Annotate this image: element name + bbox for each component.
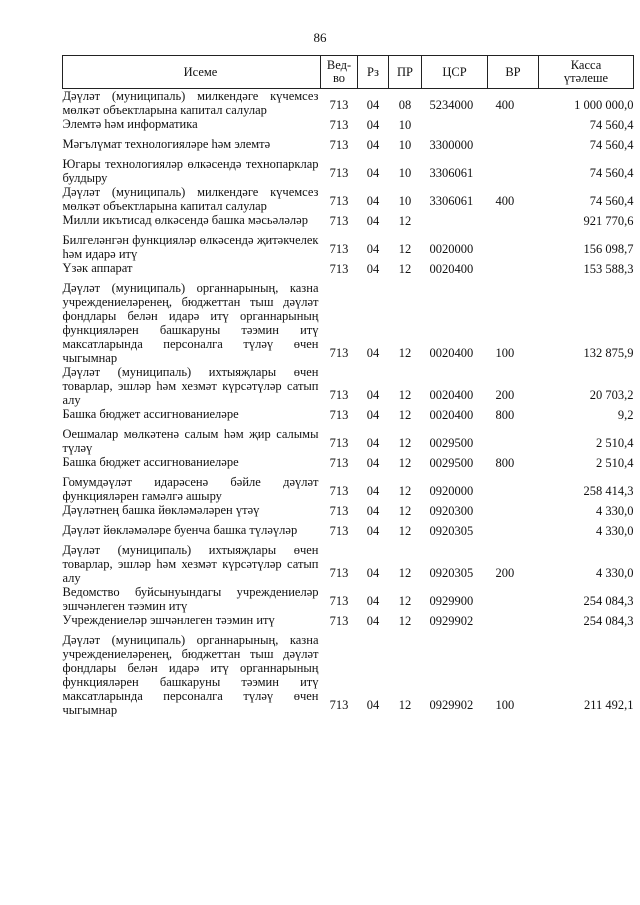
row-csr <box>422 117 488 137</box>
row-ved: 713 <box>329 194 349 208</box>
row-pr: 12 <box>398 566 412 580</box>
row-pr: 12 <box>398 242 412 256</box>
table-row <box>63 585 634 613</box>
table-row <box>63 261 634 281</box>
row-sum: 2 510,4 <box>596 436 634 450</box>
row-ved: 713 <box>329 484 349 498</box>
header-csr: ЦСР <box>422 56 488 89</box>
table-row <box>63 427 634 455</box>
row-ved: 713 <box>329 166 349 180</box>
row-vr <box>488 233 539 261</box>
row-pr: 12 <box>398 504 412 518</box>
row-sum: 258 414,3 <box>583 484 634 498</box>
row-ved: 713 <box>329 214 349 228</box>
header-vr: ВР <box>488 56 539 89</box>
row-name: Башка бюджет ассигнованиеләре <box>62 455 239 469</box>
row-rz: 04 <box>366 436 380 450</box>
row-name: Учреждениеләр эшчәнлеген тәэмин итү <box>62 613 275 627</box>
row-csr: 0929900 <box>429 594 474 608</box>
table-row <box>63 503 634 523</box>
row-vr <box>488 261 539 281</box>
row-vr <box>488 503 539 523</box>
row-name: Дәүләт (муниципаль) милкендәге күчемсез мөлкәт объектларына капитал салулар <box>62 185 319 213</box>
row-pr: 10 <box>398 138 412 152</box>
table-row <box>63 185 634 213</box>
row-sum: 74 560,4 <box>589 166 634 180</box>
table-row <box>63 137 634 157</box>
row-name: Милли икътисад өлкәсендә башка мәсьәләләр <box>62 213 308 227</box>
row-name: Дәүләт йөкләмәләре буенча башка түләүләр <box>62 523 298 537</box>
table-row <box>63 365 634 407</box>
row-sum: 74 560,4 <box>589 138 634 152</box>
row-rz: 04 <box>366 594 380 608</box>
header-pr: ПР <box>389 56 422 89</box>
row-pr: 08 <box>398 98 412 112</box>
row-vr: 200 <box>495 566 515 580</box>
row-ved: 713 <box>329 388 349 402</box>
row-csr: 5234000 <box>429 98 474 112</box>
row-pr: 10 <box>398 194 412 208</box>
row-sum: 74 560,4 <box>589 194 634 208</box>
table-row <box>63 281 634 365</box>
row-pr: 12 <box>398 346 412 360</box>
row-csr: 0020000 <box>429 242 474 256</box>
row-ved: 713 <box>329 436 349 450</box>
row-ved: 713 <box>329 698 349 712</box>
row-csr: 0929902 <box>429 698 474 712</box>
row-vr: 100 <box>495 698 515 712</box>
row-pr: 10 <box>398 166 412 180</box>
row-pr: 10 <box>398 118 412 132</box>
row-sum: 921 770,6 <box>583 214 634 228</box>
row-name: Мәгълүмат технологияләре һәм элемтә <box>62 137 271 151</box>
row-rz: 04 <box>366 242 380 256</box>
row-vr: 800 <box>495 408 515 422</box>
row-sum: 4 330,0 <box>596 504 634 518</box>
row-ved: 713 <box>329 504 349 518</box>
table-row <box>63 407 634 427</box>
row-csr: 0020400 <box>429 346 474 360</box>
row-csr: 0920305 <box>429 524 474 538</box>
row-pr: 12 <box>398 214 412 228</box>
row-ved: 713 <box>329 98 349 112</box>
row-vr <box>488 117 539 137</box>
row-vr <box>488 613 539 633</box>
table-row <box>63 233 634 261</box>
row-name: Дәүләт (муниципаль) ихтыяҗлары өчен товарлар, эшләр һәм хезмәт күрсәтүләр сатып алу <box>62 543 319 585</box>
row-ved: 713 <box>329 242 349 256</box>
row-csr: 3306061 <box>429 194 474 208</box>
row-ved: 713 <box>329 262 349 276</box>
row-csr: 0920305 <box>429 566 474 580</box>
row-pr: 12 <box>398 614 412 628</box>
row-sum: 4 330,0 <box>596 566 634 580</box>
row-csr: 3306061 <box>429 166 474 180</box>
table-row <box>63 157 634 185</box>
row-pr: 12 <box>398 456 412 470</box>
table-row <box>63 117 634 137</box>
header-ved: Вед- во <box>321 56 358 89</box>
table-row <box>63 213 634 233</box>
row-sum: 254 084,3 <box>583 594 634 608</box>
row-rz: 04 <box>366 698 380 712</box>
row-name: Дәүләт (муниципаль) органнарының, казна учреждениеләренең, бюджеттан тыш дәүләт фондлары белән идарә итү органнарының функцияләрен башкаруны тәэмин итү максатларында персоналга түләү өчен чыгымнар <box>62 633 319 717</box>
row-sum: 2 510,4 <box>596 456 634 470</box>
row-pr: 12 <box>398 388 412 402</box>
row-name: Үзәк аппарат <box>62 261 133 275</box>
row-csr: 0020400 <box>429 262 474 276</box>
row-csr: 0929902 <box>429 614 474 628</box>
row-vr: 400 <box>495 194 515 208</box>
row-sum: 156 098,7 <box>583 242 634 256</box>
row-name: Башка бюджет ассигнованиеләре <box>62 407 239 421</box>
table-row <box>63 89 634 118</box>
row-vr: 100 <box>495 346 515 360</box>
row-sum: 4 330,0 <box>596 524 634 538</box>
row-csr: 0920300 <box>429 504 474 518</box>
row-sum: 9,2 <box>617 408 634 422</box>
row-name: Ведомство буйсынуындагы учреждениеләр эшчәнлеген тәэмин итү <box>62 585 319 613</box>
row-sum: 211 492,1 <box>583 698 634 712</box>
table-header <box>63 56 634 89</box>
row-name: Оешмалар мөлкәтенә салым һәм җир салымы түләү <box>62 427 319 455</box>
table-row <box>63 455 634 475</box>
row-pr: 12 <box>398 484 412 498</box>
row-ved: 713 <box>329 456 349 470</box>
page-number: 86 <box>313 30 327 45</box>
row-csr: 3300000 <box>429 138 474 152</box>
row-sum: 153 588,3 <box>583 262 634 276</box>
table-row <box>63 633 634 717</box>
row-vr <box>488 427 539 455</box>
row-rz: 04 <box>366 566 380 580</box>
row-pr: 12 <box>398 262 412 276</box>
row-rz: 04 <box>366 524 380 538</box>
row-rz: 04 <box>366 408 380 422</box>
header-sum: Касса үтәлеше <box>539 56 634 89</box>
row-vr <box>488 585 539 613</box>
row-rz: 04 <box>366 614 380 628</box>
row-rz: 04 <box>366 388 380 402</box>
row-name: Югары технологияләр өлкәсендә технопарклар булдыру <box>62 157 319 185</box>
row-rz: 04 <box>366 346 380 360</box>
row-vr: 400 <box>495 98 515 112</box>
row-ved: 713 <box>329 566 349 580</box>
row-name: Дәүләт (муниципаль) органнарының, казна учреждениеләренең, бюджеттан тыш дәүләт фондлары белән идарә итү органнарының функцияләрен башкаруны тәэмин итү максатларында персоналга түләү өчен чыгымнар <box>62 281 319 365</box>
row-ved: 713 <box>329 614 349 628</box>
row-sum: 132 875,9 <box>583 346 634 360</box>
row-pr: 12 <box>398 524 412 538</box>
row-csr: 0029500 <box>429 456 474 470</box>
row-name: Билгеләнгән функцияләр өлкәсендә җитәкчелек һәм идарә итү <box>62 233 319 261</box>
row-rz: 04 <box>366 504 380 518</box>
row-name: Элемтә һәм информатика <box>62 117 198 131</box>
row-vr <box>488 523 539 543</box>
row-rz: 04 <box>366 456 380 470</box>
row-name: Дәүләтнең башка йөкләмәләрен үтәү <box>62 503 260 517</box>
row-pr: 12 <box>398 594 412 608</box>
row-name: Дәүләт (муниципаль) милкендәге күчемсез мөлкәт объектларына капитал салулар <box>62 89 319 117</box>
row-vr <box>488 137 539 157</box>
table-row <box>63 523 634 543</box>
row-ved: 713 <box>329 118 349 132</box>
row-sum: 20 703,2 <box>589 388 634 402</box>
row-pr: 12 <box>398 436 412 450</box>
row-vr <box>488 157 539 185</box>
row-vr <box>488 213 539 233</box>
row-rz: 04 <box>366 194 380 208</box>
row-vr: 200 <box>495 388 515 402</box>
header-rz: Рз <box>358 56 389 89</box>
row-name: Гомумдәүләт идарәсенә бәйле дәүләт функцияләрен гамәлгә ашыру <box>62 475 319 503</box>
row-pr: 12 <box>398 698 412 712</box>
table-row <box>63 543 634 585</box>
row-csr: 0920000 <box>429 484 474 498</box>
row-pr: 12 <box>398 408 412 422</box>
header-name: Исеме <box>63 56 321 89</box>
row-csr <box>422 213 488 233</box>
row-rz: 04 <box>366 98 380 112</box>
row-ved: 713 <box>329 594 349 608</box>
row-vr: 800 <box>495 456 515 470</box>
row-sum: 254 084,3 <box>583 614 634 628</box>
row-sum: 1 000 000,0 <box>574 98 634 112</box>
row-csr: 0020400 <box>429 388 474 402</box>
row-vr <box>488 475 539 503</box>
row-rz: 04 <box>366 166 380 180</box>
row-ved: 713 <box>329 346 349 360</box>
row-csr: 0029500 <box>429 436 474 450</box>
row-ved: 713 <box>329 408 349 422</box>
row-rz: 04 <box>366 214 380 228</box>
row-rz: 04 <box>366 118 380 132</box>
row-rz: 04 <box>366 138 380 152</box>
table-row <box>63 613 634 633</box>
row-rz: 04 <box>366 484 380 498</box>
budget-table <box>62 55 634 717</box>
table-row <box>63 475 634 503</box>
row-csr: 0020400 <box>429 408 474 422</box>
row-sum: 74 560,4 <box>589 118 634 132</box>
row-ved: 713 <box>329 138 349 152</box>
row-name: Дәүләт (муниципаль) ихтыяҗлары өчен товарлар, эшләр һәм хезмәт күрсәтүләр сатып алу <box>62 365 319 407</box>
row-rz: 04 <box>366 262 380 276</box>
table-body <box>63 89 634 718</box>
row-ved: 713 <box>329 524 349 538</box>
